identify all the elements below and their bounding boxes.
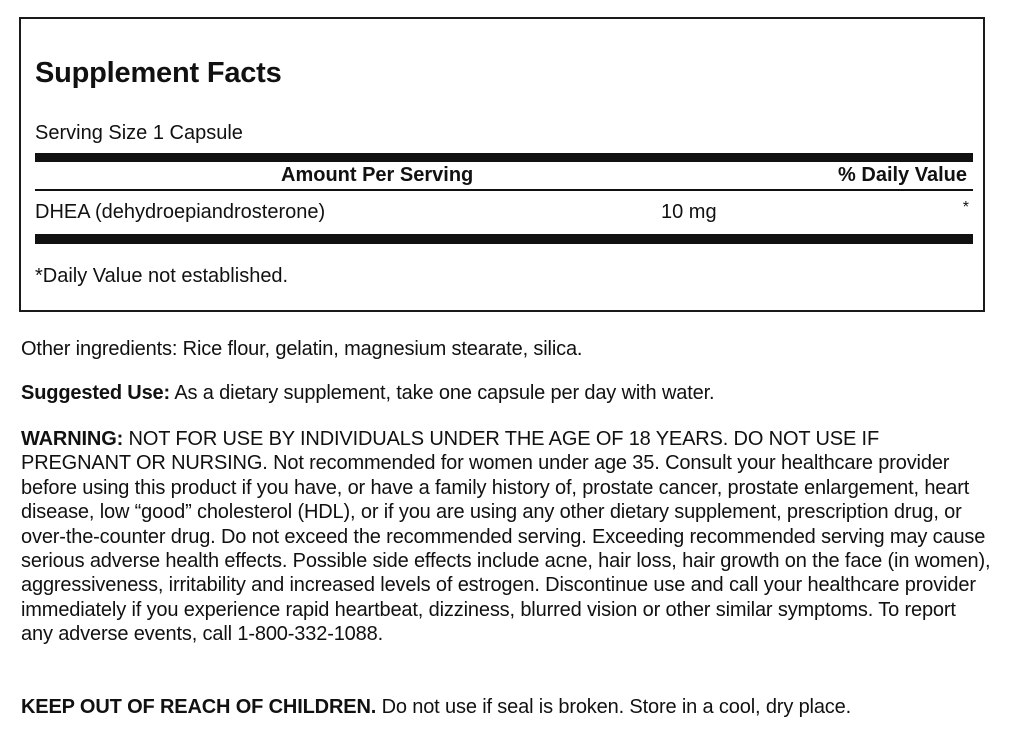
warning-text: NOT FOR USE BY INDIVIDUALS UNDER THE AGE OF 18 YEARS. DO NOT USE IF PREGNANT OR NURSING. Not recommended for women under age 35. Consult your healthcare provider before using this product if you have, or have a family history of, prostate cancer, prostate enlargement, heart disease, low “good” cholesterol (HDL), or if you are using any other dietary supplement, prescription drug, or over-the-counter drug. Do not exceed the recommended serving. Exceeding recommended serving may cause serious adverse health effects. Possible side effects include acne, hair loss, hair growth on the face (in women), aggressiveness, irritability and increased levels of estrogen. Discontinue use and call your healthcare provider immediately if you experience rapid heartbeat, dizziness, blurred vision or other similar symptoms. To report any adverse events, call 1-800-332-1088. xyxy=(21,428,991,646)
suggested-use-text: As a dietary supplement, take one capsule per day with water. xyxy=(170,382,715,404)
warning-label: WARNING: xyxy=(21,428,124,450)
divider-thick-bottom xyxy=(35,234,973,244)
divider-thin xyxy=(35,189,973,191)
header-daily-value: % Daily Value xyxy=(838,164,967,186)
ingredient-daily-value: * xyxy=(962,199,969,216)
suggested-use-label: Suggested Use: xyxy=(21,382,171,404)
keep-out-of-reach xyxy=(21,695,991,719)
suggested-use xyxy=(21,381,991,405)
facts-title: Supplement Facts xyxy=(35,57,282,89)
daily-value-note: *Daily Value not established. xyxy=(35,265,289,287)
ingredient-name: DHEA (dehydroepiandrosterone) xyxy=(35,201,326,223)
keep-out-text: Do not use if seal is broken. Store in a cool, dry place. xyxy=(376,696,852,718)
header-amount-per-serving: Amount Per Serving xyxy=(281,164,474,186)
keep-out-label: KEEP OUT OF REACH OF CHILDREN. xyxy=(21,696,377,718)
serving-size: Serving Size 1 Capsule xyxy=(35,122,243,144)
warning-paragraph xyxy=(21,427,991,647)
supplement-facts-panel xyxy=(19,17,985,312)
other-ingredients: Other ingredients: Rice flour, gelatin, magnesium stearate, silica. xyxy=(21,338,583,360)
ingredient-amount: 10 mg xyxy=(661,201,717,223)
divider-thick-top xyxy=(35,153,973,162)
